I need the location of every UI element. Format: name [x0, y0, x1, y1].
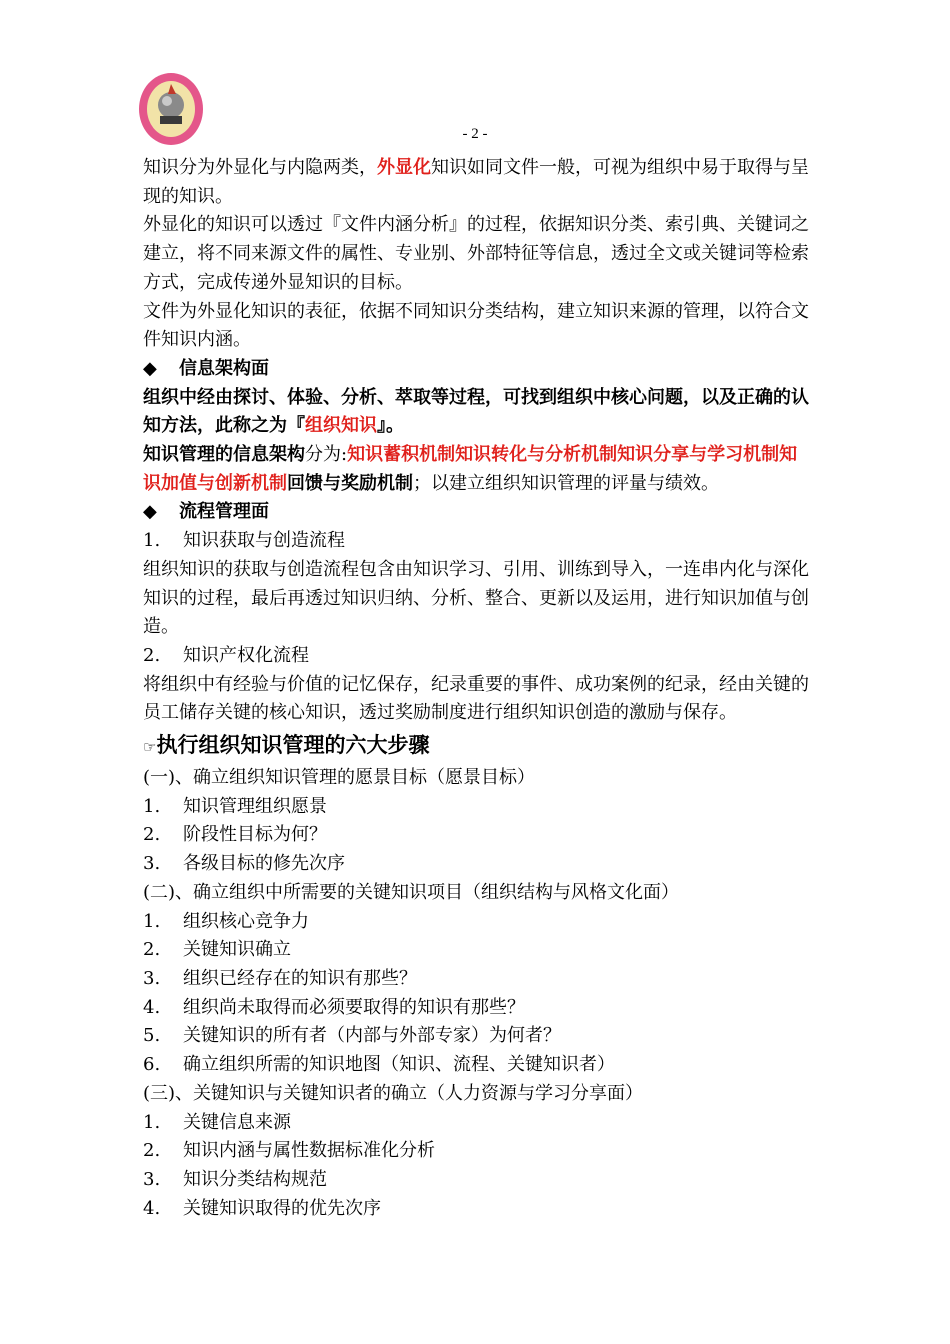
- list-item: [143, 908, 811, 937]
- section-heading-process-management: [143, 498, 811, 527]
- list-text: 知识获取与创造流程: [183, 530, 345, 552]
- heading-text: 执行组织知识管理的六大步骤: [156, 732, 430, 758]
- list-number: 2.: [143, 824, 161, 846]
- section-heading-info-architecture: [143, 355, 811, 384]
- list-item: [143, 1022, 811, 1051]
- text-run: 知识管理的信息架构: [143, 444, 305, 466]
- list-item: [143, 1051, 811, 1080]
- six-steps-heading: [143, 729, 811, 763]
- list-number: 1.: [143, 530, 161, 552]
- highlight-term: 外显化: [377, 157, 431, 178]
- text-run: 分为:: [305, 444, 348, 466]
- list-text: 各级目标的修先次序: [183, 853, 345, 875]
- text-run: 组织中经由探讨、体验、分析、萃取等过程，可找到组织中核心问题，以及正确的认知方法，此称之为『: [143, 386, 809, 437]
- text-run: 』。: [377, 415, 404, 437]
- diamond-bullet-icon: ◆: [143, 357, 157, 379]
- list-item: [143, 821, 811, 850]
- list-text: 阶段性目标为何？: [183, 824, 327, 846]
- list-item: [143, 1166, 811, 1195]
- list-text: 知识分类结构规范: [183, 1168, 327, 1190]
- paragraph-2: 外显化的知识可以透过『文件内涵分析』的过程，依据知识分类、索引典、关键词之建立，将不同来源文件的属性、专业别、外部特征等信息，透过全文或关键词等检索方式，完成传递外显知识的目标。: [143, 214, 809, 293]
- list-number: 1.: [143, 795, 161, 817]
- list-item: [143, 1109, 811, 1138]
- list-text: 关键知识的所有者（内部与外部专家）为何者？: [183, 1025, 561, 1047]
- list-item: [143, 850, 811, 879]
- list-number: 4.: [143, 996, 161, 1018]
- text-run: 知识如同文件一般，可视为组织中易于取得与呈现的知识。: [143, 157, 809, 207]
- text-run: 回馈与奖励机制: [287, 472, 413, 494]
- paragraph-6: 组织知识的获取与创造流程包含由知识学习、引用、训练到导入，一连串内化与深化知识的过程，最后再透过知识归纳、分析、整合、更新以及运用，进行知识加值与创造。: [143, 558, 809, 638]
- step-title: (二)、确立组织中所需要的关键知识项目（组织结构与风格文化面）: [143, 881, 680, 903]
- paragraph-1: [143, 154, 811, 211]
- list-number: 5.: [143, 1025, 161, 1047]
- paragraph-3: 文件为外显化知识的表征，依据不同知识分类结构，建立知识来源的管理，以符合文件知识内涵。: [143, 300, 809, 351]
- list-item: [143, 1195, 811, 1224]
- paragraph-4: [143, 384, 811, 441]
- list-number: 2.: [143, 1140, 161, 1162]
- section-title: 信息架构面: [179, 357, 269, 379]
- list-text: 知识产权化流程: [183, 644, 309, 666]
- highlight-term: 组织知识: [305, 415, 377, 437]
- list-number: 4.: [143, 1197, 161, 1219]
- list-text: 关键知识取得的优先次序: [183, 1197, 381, 1219]
- list-item: [143, 527, 811, 556]
- pointing-hand-icon: ☞: [143, 738, 157, 757]
- list-number: 6.: [143, 1054, 161, 1076]
- list-item: [143, 793, 811, 822]
- list-text: 知识内涵与属性数据标准化分析: [183, 1140, 435, 1162]
- list-number: 3.: [143, 967, 161, 989]
- document-body: [143, 154, 811, 1223]
- list-number: 3.: [143, 853, 161, 875]
- step-title: (一)、确立组织知识管理的愿景目标（愿景目标）: [143, 767, 536, 789]
- list-number: 2.: [143, 644, 161, 666]
- list-item: [143, 965, 811, 994]
- list-text: 关键信息来源: [183, 1111, 291, 1133]
- list-text: 组织尚未取得而必须要取得的知识有那些？: [183, 996, 525, 1018]
- paragraph-5: [143, 441, 811, 498]
- diamond-bullet-icon: ◆: [143, 501, 157, 523]
- list-text: 关键知识确立: [183, 939, 291, 961]
- list-item: [143, 642, 811, 671]
- list-text: 确立组织所需的知识地图（知识、流程、关键知识者）: [183, 1054, 615, 1076]
- list-number: 2.: [143, 939, 161, 961]
- text-run: 知识分为外显化与内隐两类，: [143, 157, 377, 178]
- highlight-term: 知识蓄积机制知识转化与分析机制知识分享与学习机制知识加值与创新机制: [143, 444, 798, 494]
- text-run: ；以建立组织知识管理的评量与绩效。: [413, 472, 719, 494]
- page-number: - 2 -: [462, 126, 488, 142]
- list-text: 组织核心竞争力: [183, 910, 309, 932]
- list-number: 3.: [143, 1168, 161, 1190]
- paragraph-7: 将组织中有经验与价值的记忆保存，纪录重要的事件、成功案例的纪录，经由关键的员工储存关键的核心知识，透过奖励制度进行组织知识创造的激励与保存。: [143, 673, 809, 724]
- list-text: 组织已经存在的知识有那些？: [183, 967, 417, 989]
- step-title: (三)、关键知识与关键知识者的确立（人力资源与学习分享面）: [143, 1082, 644, 1104]
- list-item: [143, 1137, 811, 1166]
- list-number: 1.: [143, 910, 161, 932]
- list-number: 1.: [143, 1111, 161, 1133]
- list-text: 知识管理组织愿景: [183, 795, 327, 817]
- list-item: [143, 936, 811, 965]
- section-title: 流程管理面: [179, 501, 269, 523]
- list-item: [143, 994, 811, 1023]
